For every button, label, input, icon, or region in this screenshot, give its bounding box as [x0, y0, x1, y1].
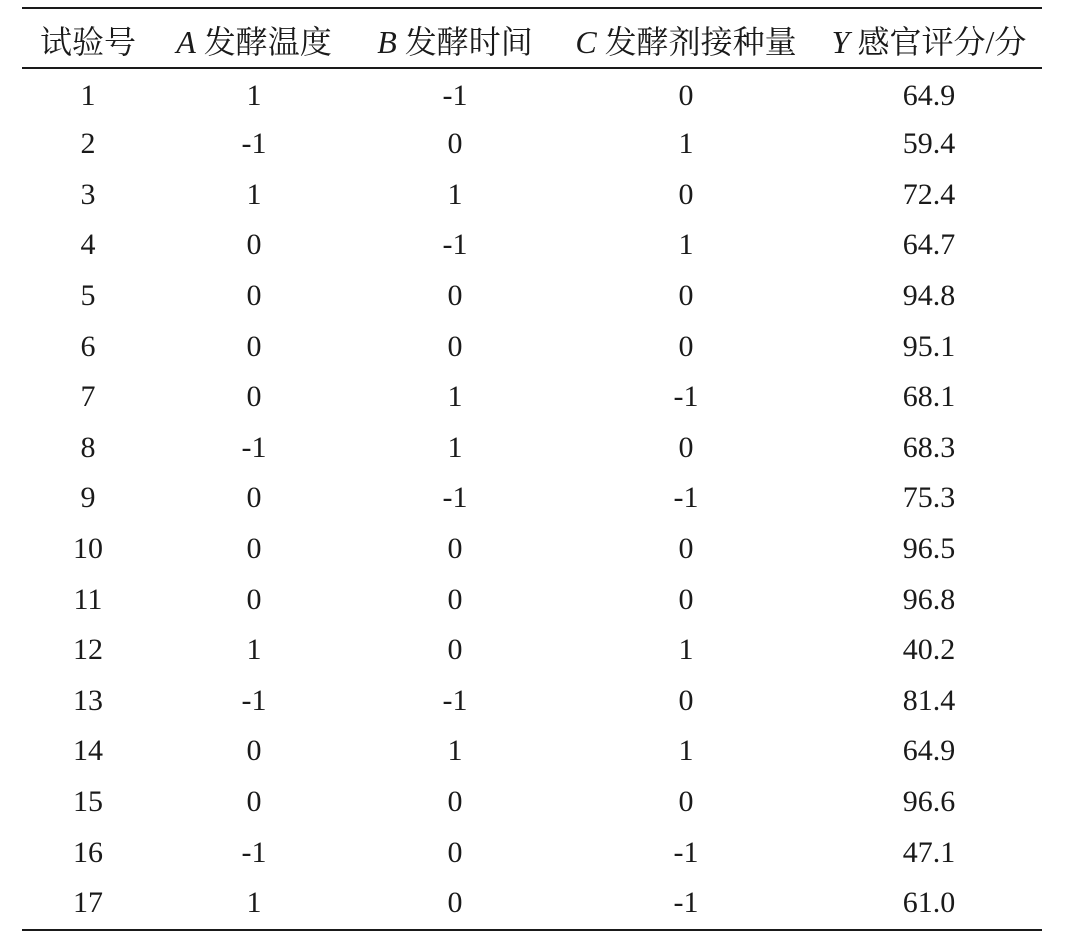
inoculum-level-cell: 0 — [678, 582, 694, 616]
sensory-score-cell: 81.4 — [902, 683, 956, 717]
table-row — [22, 524, 1042, 575]
table-row — [22, 878, 1042, 929]
temperature-level-cell: 0 — [246, 329, 262, 363]
table-row — [22, 423, 1042, 474]
time-level-cell: 0 — [447, 785, 463, 819]
inoculum-level-cell: 1 — [678, 633, 694, 667]
temperature-level-cell: -1 — [241, 127, 267, 161]
inoculum-level-cell: -1 — [673, 835, 699, 869]
header-sensory-score — [816, 12, 1042, 67]
sensory-score-cell: 68.3 — [902, 430, 956, 464]
trial-number-cell: 13 — [73, 683, 103, 717]
trial-number-cell: 3 — [80, 177, 96, 211]
trial-number-cell: 7 — [80, 380, 96, 414]
sensory-score-cell: 94.8 — [902, 279, 956, 313]
sensory-score-cell: 59.4 — [902, 127, 956, 161]
temperature-level-cell: 0 — [246, 279, 262, 313]
time-level-cell: 0 — [447, 835, 463, 869]
table-row — [22, 574, 1042, 625]
sensory-score-cell: 64.9 — [902, 734, 956, 768]
time-level-cell: 0 — [447, 532, 463, 566]
table-bottom-rule — [22, 929, 1042, 931]
table-row — [22, 777, 1042, 828]
inoculum-level-cell: 1 — [678, 734, 694, 768]
temperature-level-cell: 0 — [246, 785, 262, 819]
temperature-level-cell: 0 — [246, 380, 262, 414]
temperature-level-cell: 0 — [246, 228, 262, 262]
experiment-design-table — [22, 12, 1042, 929]
sensory-score-cell: 61.0 — [902, 886, 956, 920]
table-body — [22, 67, 1042, 929]
table-row — [22, 271, 1042, 322]
time-level-cell: 0 — [447, 329, 463, 363]
inoculum-level-cell: -1 — [673, 886, 699, 920]
temperature-level-cell: -1 — [241, 430, 267, 464]
header-variable-a: A — [176, 23, 196, 60]
trial-number-cell: 14 — [73, 734, 103, 768]
time-level-cell: -1 — [442, 683, 468, 717]
time-level-cell: 1 — [447, 380, 463, 414]
time-level-cell: 0 — [447, 582, 463, 616]
inoculum-level-cell: 0 — [678, 532, 694, 566]
header-inoculum-amount — [556, 12, 816, 67]
header-fermentation-temperature — [154, 12, 354, 67]
time-level-cell: 0 — [447, 633, 463, 667]
time-level-cell: 1 — [447, 734, 463, 768]
temperature-level-cell: 0 — [246, 481, 262, 515]
temperature-level-cell: 0 — [246, 582, 262, 616]
temperature-level-cell: 1 — [246, 177, 262, 211]
table-row — [22, 119, 1042, 170]
table-row — [22, 67, 1042, 119]
sensory-score-cell: 75.3 — [902, 481, 956, 515]
trial-number-cell: 16 — [73, 835, 103, 869]
temperature-level-cell: 0 — [246, 532, 262, 566]
inoculum-level-cell: 0 — [678, 430, 694, 464]
trial-number-cell: 15 — [73, 785, 103, 819]
time-level-cell: -1 — [442, 228, 468, 262]
sensory-score-cell: 68.1 — [902, 380, 956, 414]
trial-number-cell: 11 — [73, 582, 103, 616]
time-level-cell: 0 — [447, 279, 463, 313]
sensory-score-cell: 64.7 — [902, 228, 956, 262]
sensory-score-cell: 47.1 — [902, 835, 956, 869]
table-row — [22, 321, 1042, 372]
temperature-level-cell: 0 — [246, 734, 262, 768]
table-row — [22, 170, 1042, 221]
trial-number-cell: 5 — [80, 279, 96, 313]
header-variable-c: C — [575, 23, 597, 60]
sensory-score-cell: 40.2 — [902, 633, 956, 667]
time-level-cell: -1 — [442, 79, 468, 112]
temperature-level-cell: 1 — [246, 886, 262, 920]
temperature-level-cell: -1 — [241, 835, 267, 869]
temperature-level-cell: 1 — [246, 79, 262, 112]
time-level-cell: 0 — [447, 886, 463, 920]
trial-number-cell: 17 — [73, 886, 103, 920]
header-variable-y: Y — [831, 23, 850, 60]
table-row — [22, 676, 1042, 727]
inoculum-level-cell: 0 — [678, 177, 694, 211]
trial-number-cell: 9 — [80, 481, 96, 515]
trial-number-cell: 12 — [73, 633, 103, 667]
trial-number-cell: 1 — [80, 79, 96, 112]
header-trial-number — [22, 12, 154, 67]
trial-number-cell: 2 — [80, 127, 96, 161]
sensory-score-cell: 96.8 — [902, 582, 956, 616]
inoculum-level-cell: 0 — [678, 79, 694, 112]
inoculum-level-cell: 0 — [678, 279, 694, 313]
trial-number-cell: 8 — [80, 430, 96, 464]
table-row — [22, 827, 1042, 878]
header-fermentation-time — [354, 12, 556, 67]
sensory-score-cell: 72.4 — [902, 177, 956, 211]
header-trial-number-text: 试验号 — [39, 23, 136, 60]
trial-number-cell: 4 — [80, 228, 96, 262]
sensory-score-cell: 95.1 — [902, 329, 956, 363]
temperature-level-cell: 1 — [246, 633, 262, 667]
table-row — [22, 220, 1042, 271]
inoculum-level-cell: 0 — [678, 683, 694, 717]
trial-number-cell: 10 — [73, 532, 103, 566]
table-top-rule — [22, 7, 1042, 9]
table-row — [22, 726, 1042, 777]
inoculum-level-cell: 0 — [678, 785, 694, 819]
inoculum-level-cell: 1 — [678, 127, 694, 161]
table-row — [22, 372, 1042, 423]
inoculum-level-cell: 1 — [678, 228, 694, 262]
time-level-cell: 0 — [447, 127, 463, 161]
header-fermentation-temperature-text: 发酵温度 — [203, 23, 332, 60]
time-level-cell: 1 — [447, 177, 463, 211]
table-header-row — [22, 12, 1042, 67]
time-level-cell: 1 — [447, 430, 463, 464]
inoculum-level-cell: -1 — [673, 481, 699, 515]
temperature-level-cell: -1 — [241, 683, 267, 717]
time-level-cell: -1 — [442, 481, 468, 515]
table-row — [22, 473, 1042, 524]
table-row — [22, 625, 1042, 676]
trial-number-cell: 6 — [80, 329, 96, 363]
header-sensory-score-text: 感官评分/分 — [857, 23, 1027, 60]
sensory-score-cell: 96.6 — [902, 785, 956, 819]
header-inoculum-amount-text: 发酵剂接种量 — [604, 23, 797, 60]
inoculum-level-cell: 0 — [678, 329, 694, 363]
sensory-score-cell: 64.9 — [902, 79, 956, 112]
header-variable-b: B — [377, 23, 397, 60]
header-fermentation-time-text: 发酵时间 — [404, 23, 533, 60]
sensory-score-cell: 96.5 — [902, 532, 956, 566]
inoculum-level-cell: -1 — [673, 380, 699, 414]
